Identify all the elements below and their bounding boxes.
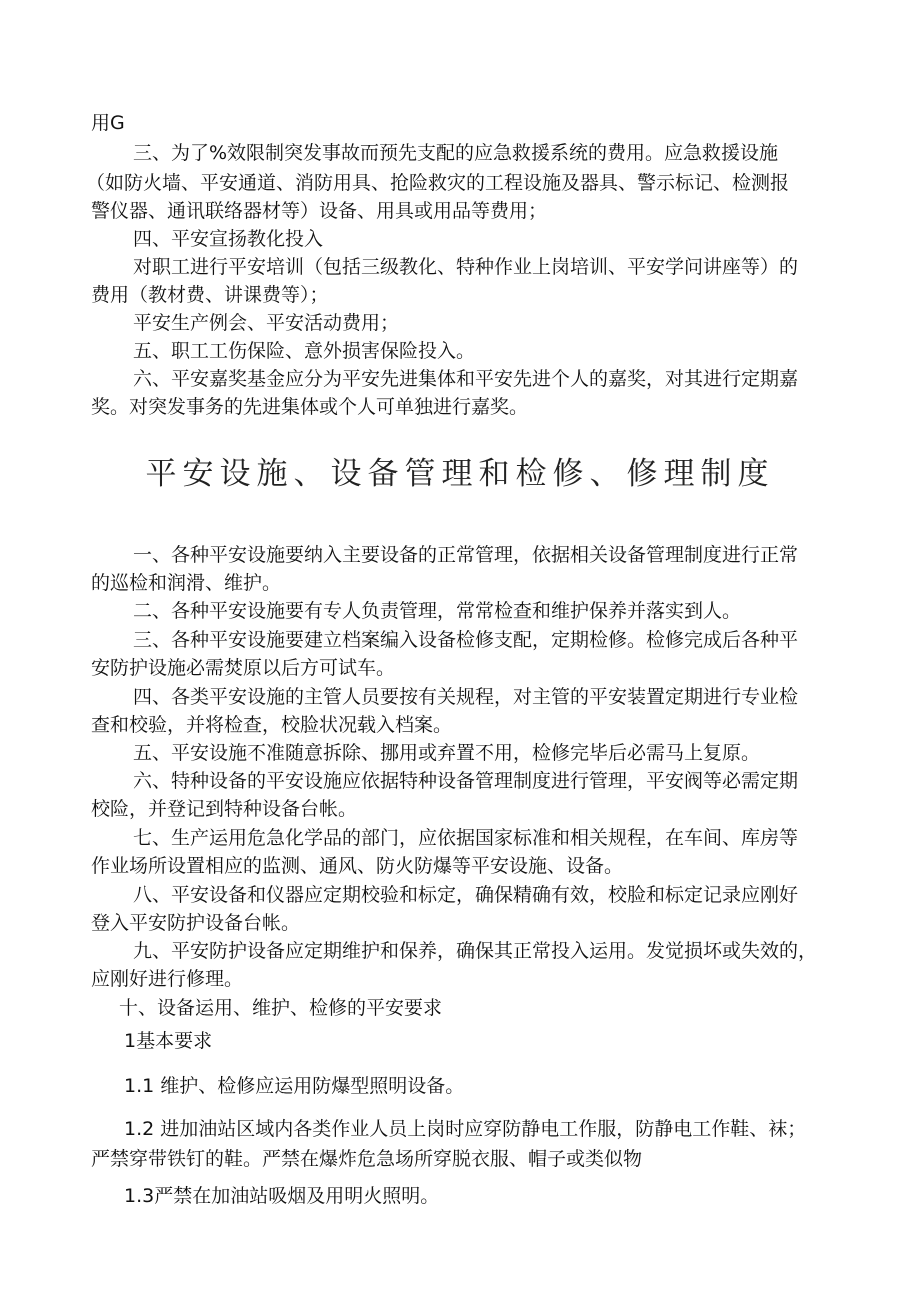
section-heading: 平安设施、设备管理和检修、修理制度 — [145, 456, 775, 492]
text-line: 校险，并登记到特种设备台帐。 — [91, 798, 358, 820]
text-line: 八、平安设备和仪器应定期校验和标定，确保精确有效，校脸和标定记录应刚好 — [133, 884, 799, 906]
text-line: 对职工进行平安培训（包括三级教化、特种作业上岗培训、平安学问讲座等）的 — [133, 256, 799, 278]
text-line: 的巡检和润滑、维护。 — [91, 572, 282, 594]
text-line: 严禁穿带铁钉的鞋。严禁在爆炸危急场所穿脱衣服、帽子或类似物 — [91, 1148, 643, 1170]
text-line: 五、平安设施不准随意拆除、挪用或弃置不用，检修完毕后必需马上复原。 — [133, 742, 761, 764]
text-line: 查和校验，并将检查，校脸状况载入档案。 — [91, 714, 453, 736]
text-line: 五、职工工伤保险、意外损害保险投入。 — [133, 340, 476, 362]
text-line: 应刚好进行修理。 — [91, 968, 244, 990]
text-line: 1.3严禁在加油站吸烟及用明火照明。 — [124, 1185, 440, 1207]
text-line: 七、生产运用危急化学品的部门，应依据国家标准和相关规程，在车间、库房等 — [133, 827, 799, 849]
text-line: 九、平安防护设备应定期维护和保养，确保其正常投入运用。发觉损坏或失效的， — [133, 940, 818, 962]
text-line: 1.2 进加油站区域内各类作业人员上岗时应穿防静电工作服，防静电工作鞋、袜； — [124, 1118, 807, 1140]
text-line: 1基本要求 — [124, 1030, 213, 1052]
text-line: 三、为了%效限制突发事故而预先支配的应急救援系统的费用。应急救援设施 — [133, 142, 779, 164]
text-line: 平安生产例会、平安活动费用； — [133, 312, 400, 334]
text-line: 用G — [91, 112, 125, 134]
text-line: 警仪器、通讯联络器材等）设备、用具或用品等费用； — [91, 200, 548, 222]
text-line: 作业场所设置相应的监测、通风、防火防爆等平安设施、设备。 — [91, 855, 624, 877]
text-line: 四、平安宣扬教化投入 — [133, 228, 324, 250]
text-line: 六、特种设备的平安设施应依据特种设备管理制度进行管理，平安阀等必需定期 — [133, 770, 799, 792]
text-line: 六、平安嘉奖基金应分为平安先进集体和平安先进个人的嘉奖，对其进行定期嘉 — [133, 368, 799, 390]
text-line: 登入平安防护设备台帐。 — [91, 912, 301, 934]
text-line: 一、各种平安设施要纳入主要设备的正常管理，依据相关设备管理制度进行正常 — [133, 544, 799, 566]
text-line: 奖。对突发事务的先进集体或个人可单独进行嘉奖。 — [91, 396, 529, 418]
text-line: 四、各类平安设施的主管人员要按有关规程，对主管的平安装置定期进行专业检 — [133, 686, 799, 708]
text-line: （如防火墙、平安通道、消防用具、抢险救灾的工程设施及器具、警示标记、检测报 — [86, 172, 790, 194]
text-line: 费用（教材费、讲课费等）； — [91, 284, 329, 306]
text-line: 十、设备运用、维护、检修的平安要求 — [119, 997, 443, 1019]
text-line: 二、各种平安设施要有专人负责管理，常常检查和维护保养并落实到人。 — [133, 600, 742, 622]
text-line: 三、各种平安设施要建立档案编入设备检修支配，定期检修。检修完成后各种平 — [133, 629, 799, 651]
text-line: 安防护设施必需焚原以后方可试车。 — [91, 657, 396, 679]
text-line: 1.1 维护、检修应运用防爆型照明设备。 — [124, 1075, 465, 1097]
